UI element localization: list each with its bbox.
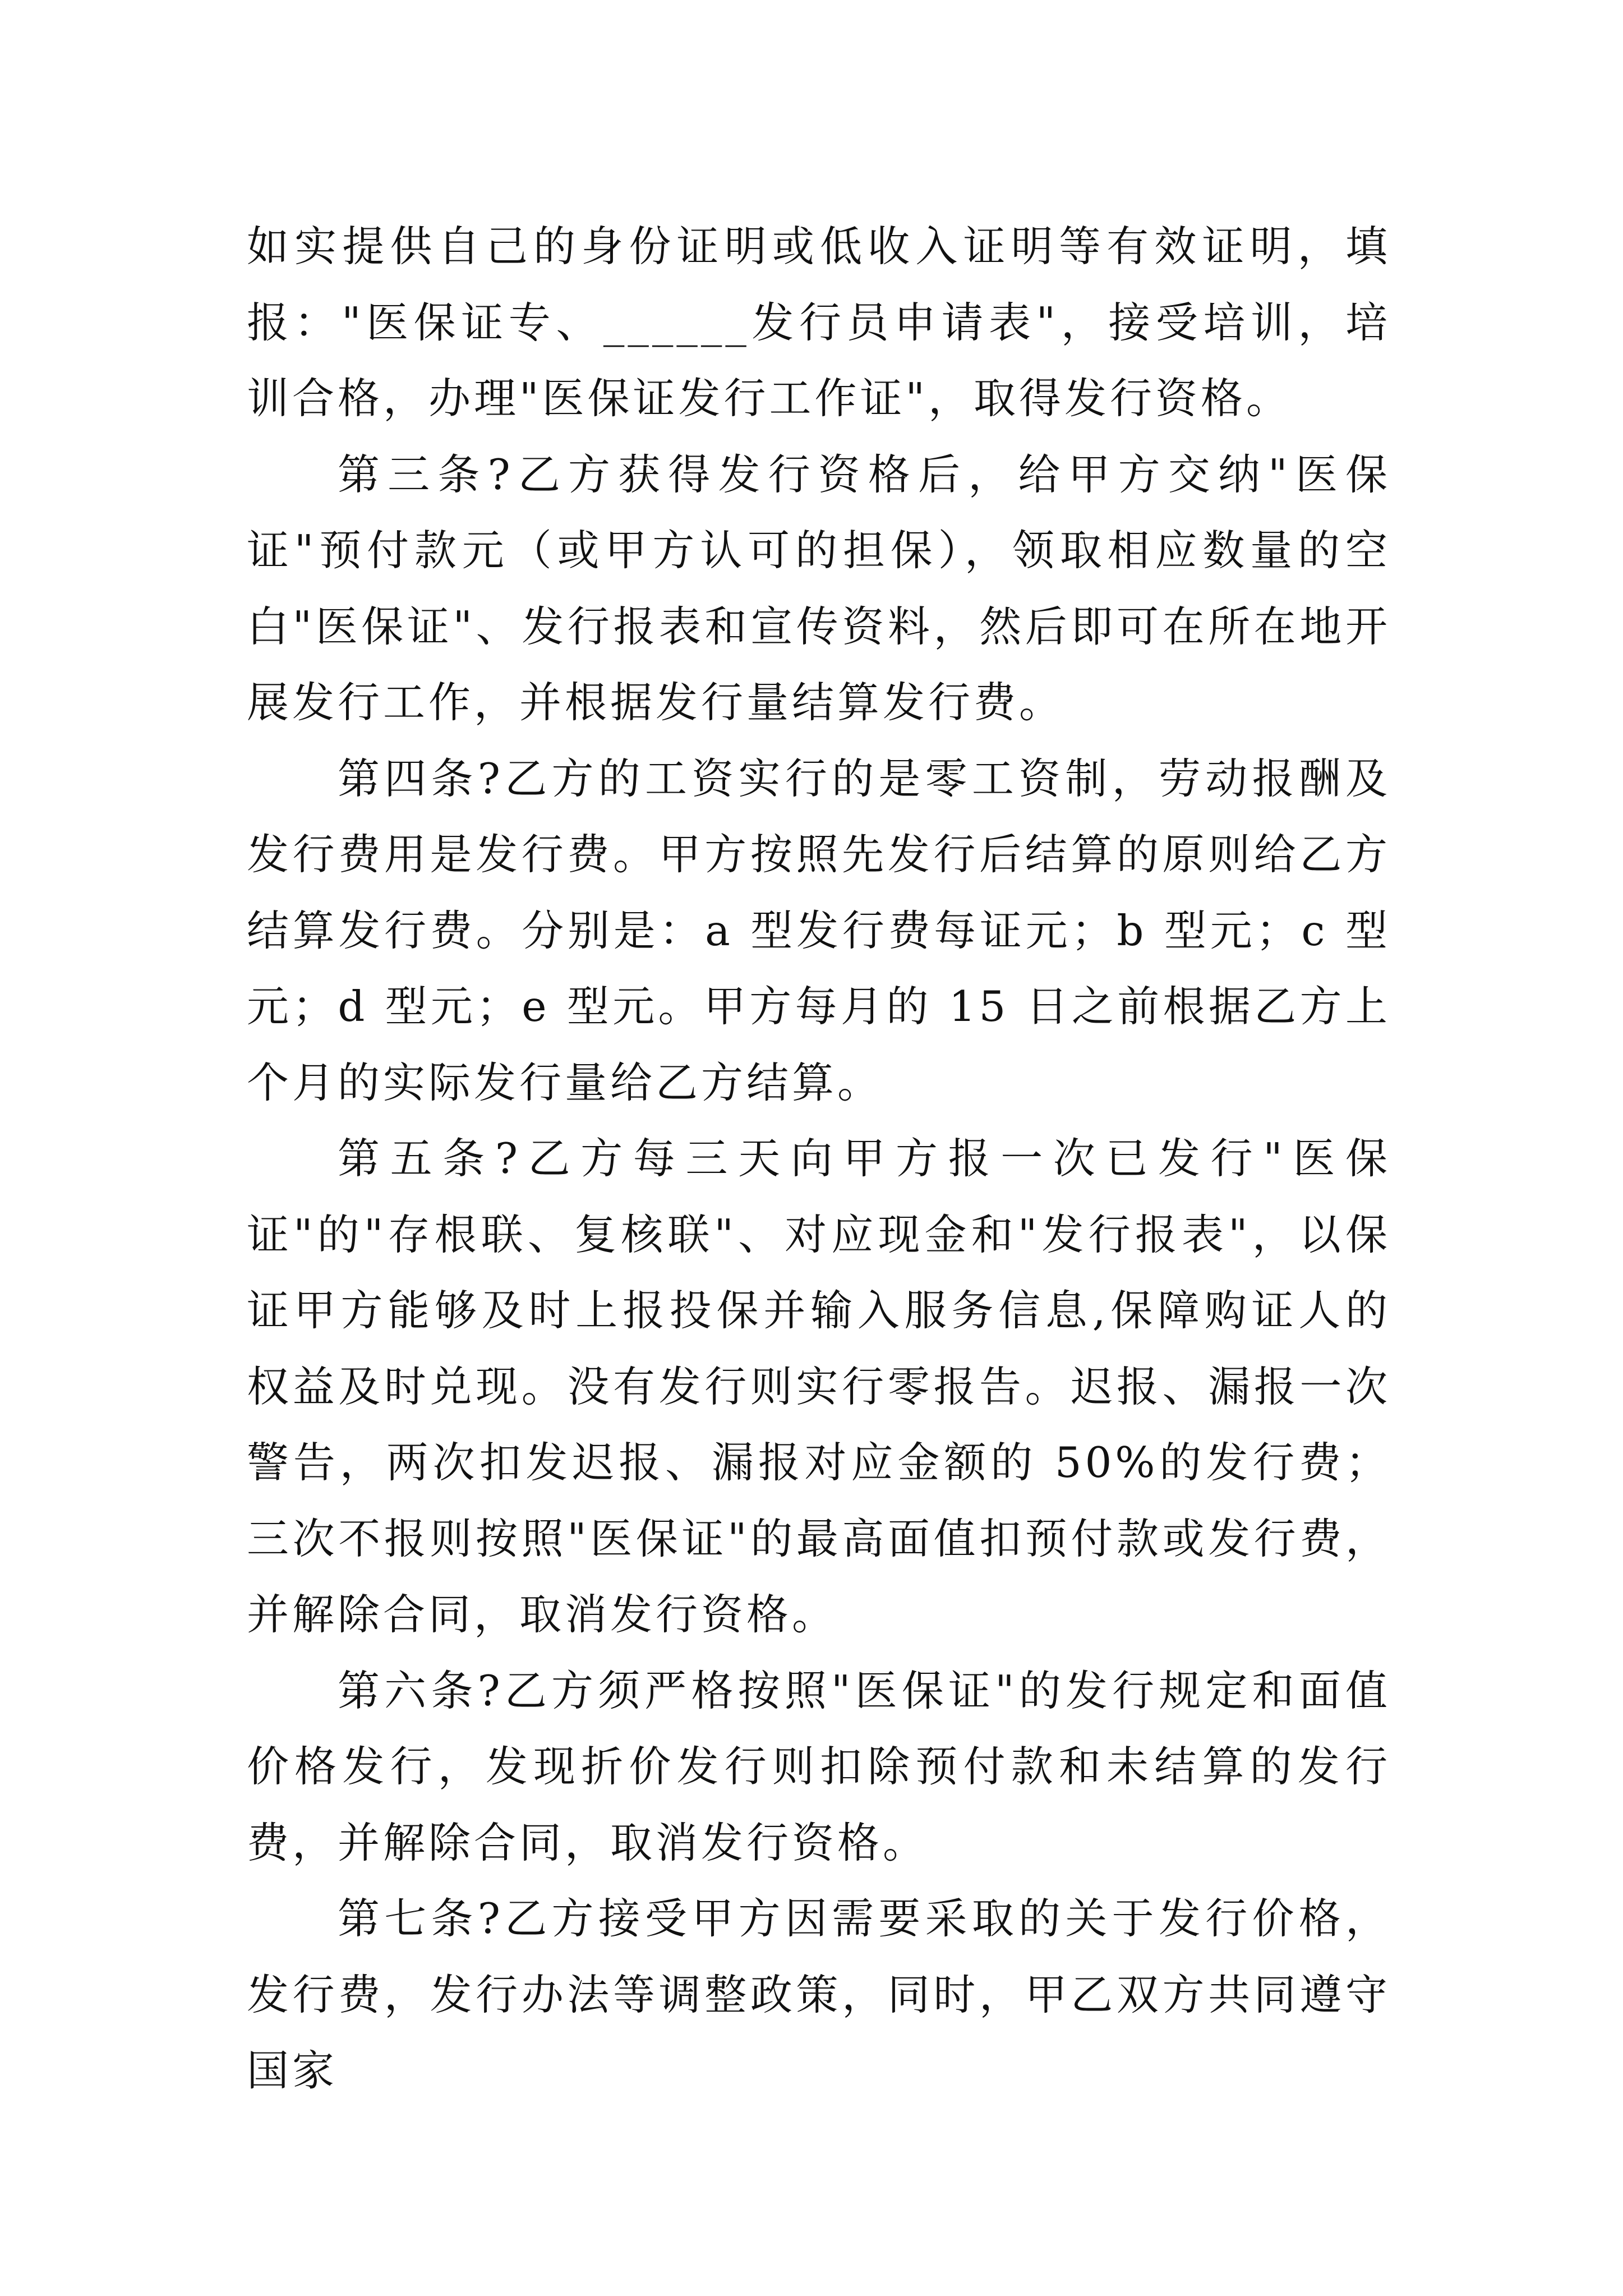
document-body [247,209,1391,2109]
paragraph-article-6: 第六条?乙方须严格按照"医保证"的发行规定和面值价格发行，发现折价发行则扣除预付款和未结算的发行费，并解除合同，取消发行资格。 [247,1665,1391,1867]
paragraph-intro: 如实提供自己的身份证明或低收入证明等有效证明，填报："医保证专、______发行员申请表"，接受培训，培训合格，办理"医保证发行工作证"，取得发行资格。 [247,222,1391,423]
paragraph-article-3: 第三条?乙方获得发行资格后，给甲方交纳"医保证"预付款元（或甲方认可的担保），领取相应数量的空白"医保证"、发行报表和宣传资料，然后即可在所在地开展发行工作，并根据发行量结算发行费。 [247,449,1391,727]
paragraph-article-5: 第五条?乙方每三天向甲方报一次已发行"医保证"的"存根联、复核联"、对应现金和"发行报表"，以保证甲方能够及时上报投保并输入服务信息,保障购证人的权益及时兑现。没有发行则实行零报告。迟报、漏报一次警告，两次扣发迟报、漏报对应金额的 50%的发行费；三次不报则按照"医保证"的最高面值扣预付款或发行费，并解除合同，取消发行资格。 [247,1134,1391,1639]
paragraph-article-4: 第四条?乙方的工资实行的是零工资制，劳动报酬及发行费用是发行费。甲方按照先发行后结算的原则给乙方结算发行费。分别是：a 型发行费每证元；b 型元；c 型元；d 型元；e 型元。甲方每月的 15 日之前根据乙方上个月的实际发行量给乙方结算。 [247,753,1391,1107]
paragraph-article-7: 第七条?乙方接受甲方因需要采取的关于发行价格，发行费，发行办法等调整政策，同时，甲乙双方共同遵守国家 [247,1894,1391,2095]
